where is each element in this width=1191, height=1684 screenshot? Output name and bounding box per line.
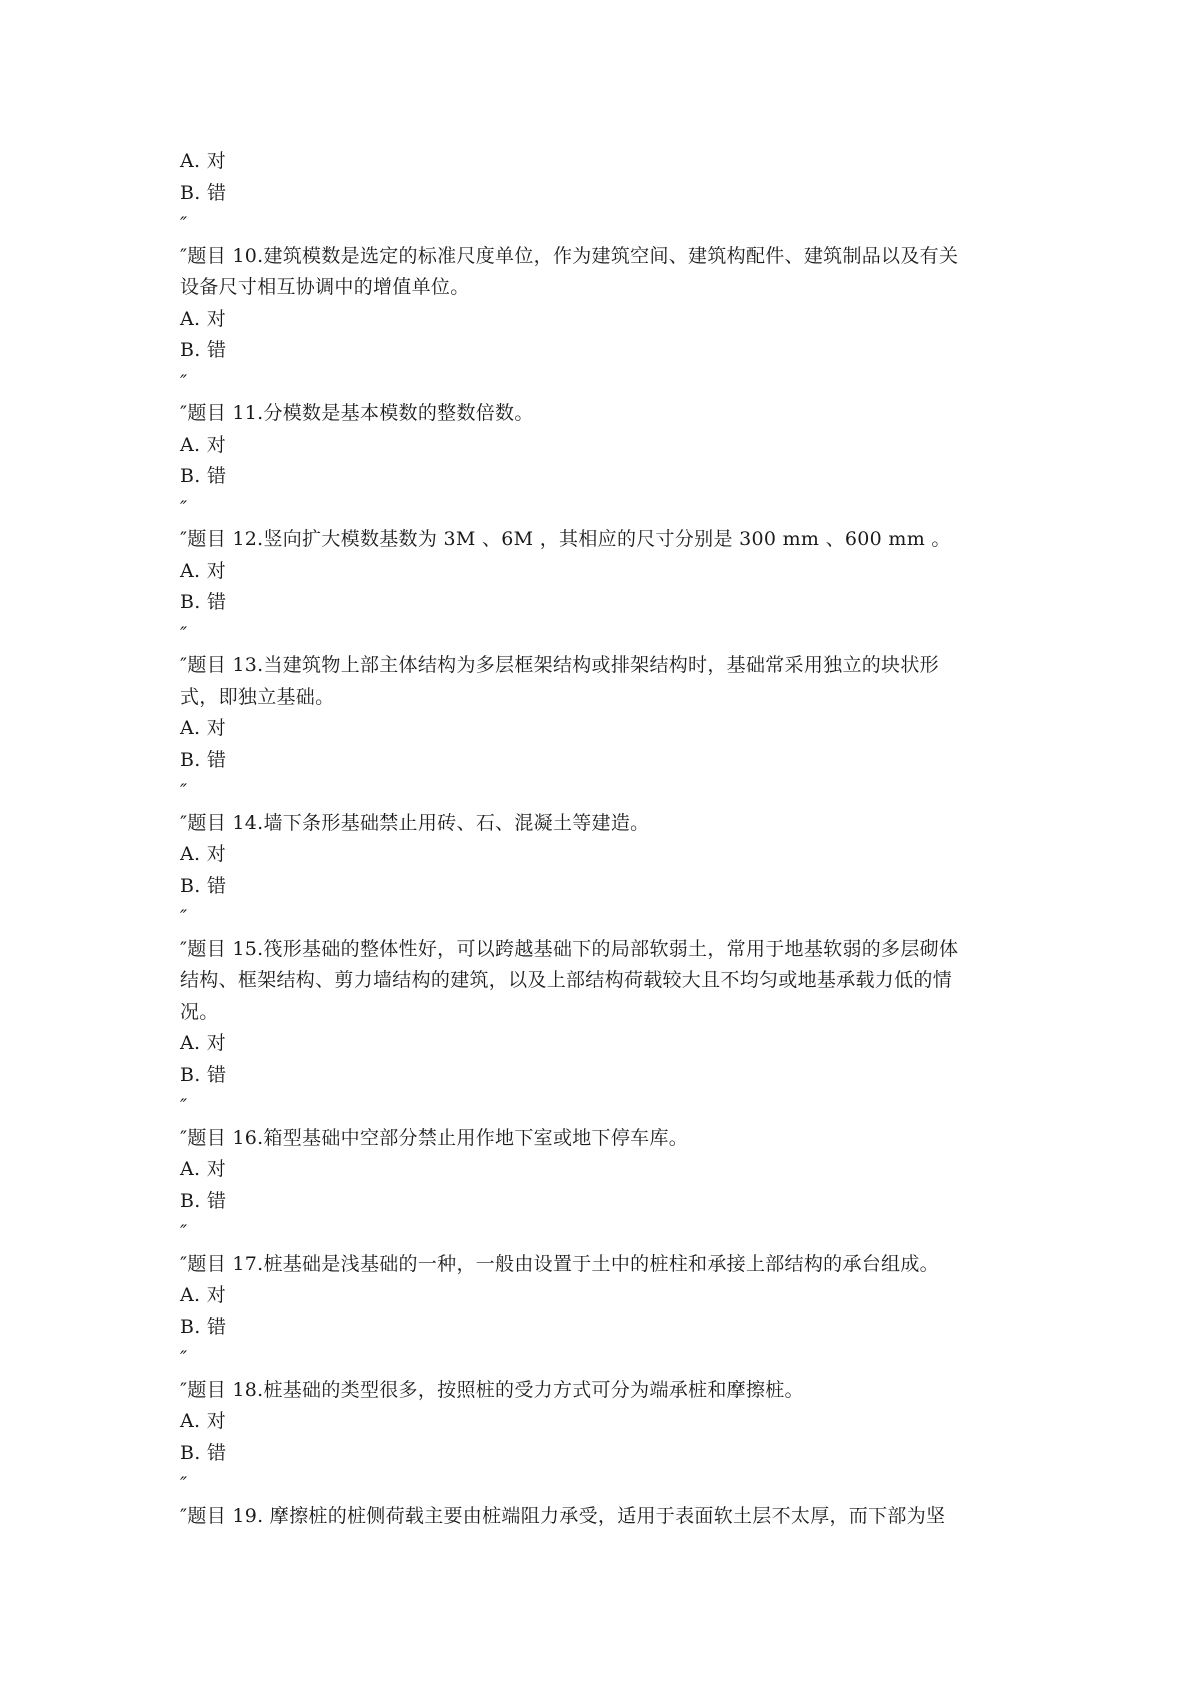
quote-mark: ″ <box>180 213 188 235</box>
option-b: B. 错 <box>180 1315 227 1338</box>
option-a: A. 对 <box>180 1410 227 1432</box>
option-b: B. 错 <box>180 181 227 204</box>
question-text: ″题目 17.桩基础是浅基础的一种，一般由设置于土中的桩柱和承接上部结构的承台组成。 <box>180 1252 939 1275</box>
question-text: ″题目 16.箱型基础中空部分禁止用作地下室或地下停车库。 <box>180 1126 689 1149</box>
quote-mark: ″ <box>180 370 188 393</box>
option-b: B. 错 <box>180 591 227 613</box>
option-a: A. 对 <box>180 1032 227 1054</box>
option-b: B. 错 <box>180 874 227 897</box>
option-b: B. 错 <box>180 1441 227 1464</box>
option-b: B. 错 <box>180 748 227 771</box>
option-a: A. 对 <box>180 559 227 582</box>
question-text: ″题目 15.筏形基础的整体性好，可以跨越基础下的局部软弱土，常用于地基软弱的多层砌体 <box>180 937 959 960</box>
option-a: A. 对 <box>180 717 227 739</box>
question-text: ″题目 10.建筑模数是选定的标准尺度单位，作为建筑空间、建筑构配件、建筑制品以及有关 <box>180 244 959 267</box>
quote-mark: ″ <box>180 622 188 645</box>
option-a: A. 对 <box>180 843 227 865</box>
question-text: ″题目 13.当建筑物上部主体结构为多层框架结构或排架结构时，基础常采用独立的块状形 <box>180 654 939 676</box>
document-page <box>180 146 1020 1532</box>
quote-mark: ″ <box>180 906 188 928</box>
quote-mark: ″ <box>180 1473 188 1495</box>
quote-mark: ″ <box>180 496 188 519</box>
question-text: ″题目 14.墙下条形基础禁止用砖、石、混凝土等建造。 <box>180 811 650 834</box>
question-text: ″题目 18.桩基础的类型很多，按照桩的受力方式可分为端承桩和摩擦桩。 <box>180 1378 804 1401</box>
quote-mark: ″ <box>180 780 188 802</box>
question-text: 结构、框架结构、剪力墙结构的建筑，以及上部结构荷载较大且不均匀或地基承载力低的情 <box>180 969 953 991</box>
quote-mark: ″ <box>180 1095 188 1117</box>
option-b: B. 错 <box>180 1063 227 1086</box>
option-b: B. 错 <box>180 1189 227 1212</box>
option-a: A. 对 <box>180 433 227 456</box>
option-b: B. 错 <box>180 339 227 361</box>
option-b: B. 错 <box>180 465 227 487</box>
option-a: A. 对 <box>180 150 227 172</box>
option-a: A. 对 <box>180 307 227 330</box>
question-text: 设备尺寸相互协调中的增值单位。 <box>180 276 470 298</box>
question-text: ″题目 19. 摩擦桩的桩侧荷载主要由桩端阻力承受，适用于表面软土层不太厚，而下部为坚 <box>180 1504 946 1527</box>
question-text: 况。 <box>180 1000 219 1023</box>
question-text: ″题目 12.竖向扩大模数基数为 3M 、6M ，其相应的尺寸分别是 300 mm 、600 mm 。 <box>180 528 951 550</box>
option-a: A. 对 <box>180 1158 227 1180</box>
question-text: 式，即独立基础。 <box>180 685 335 708</box>
quote-mark: ″ <box>180 1221 188 1243</box>
option-a: A. 对 <box>180 1284 227 1306</box>
question-text: ″题目 11.分模数是基本模数的整数倍数。 <box>180 402 534 424</box>
quote-mark: ″ <box>180 1347 188 1369</box>
